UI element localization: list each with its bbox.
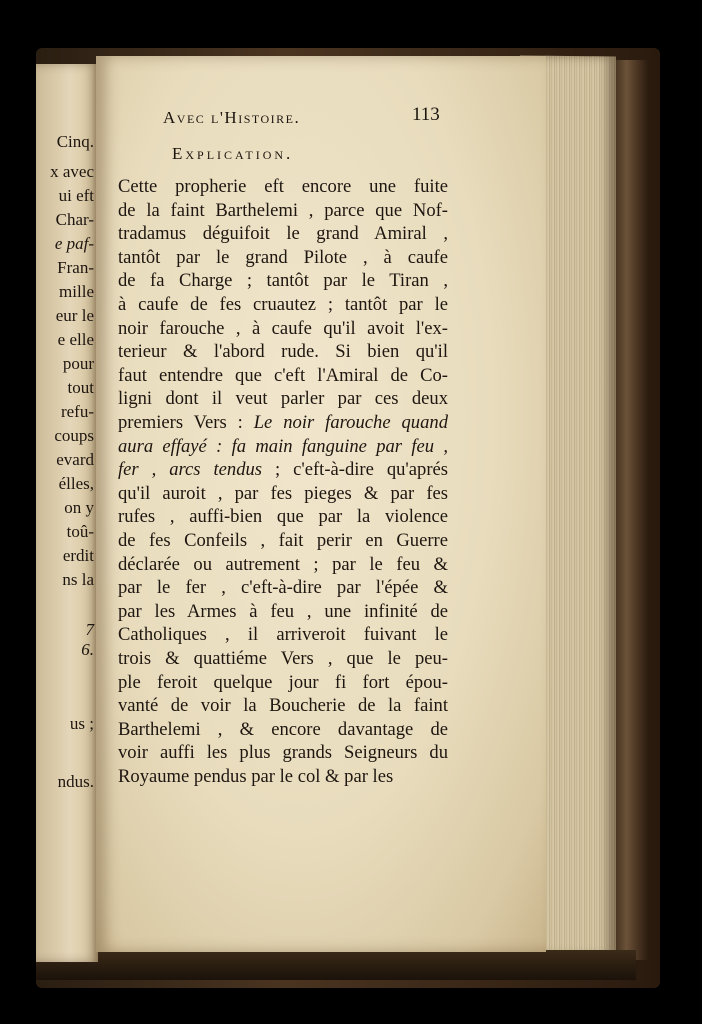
- body-line: [118, 577, 448, 599]
- left-page-line: e paf-: [54, 234, 94, 253]
- body-line: [118, 459, 448, 481]
- left-page-line: 7: [85, 620, 94, 639]
- left-page-line: élles,: [58, 474, 94, 493]
- left-page-line: toû-: [66, 522, 94, 541]
- body-line: [118, 742, 448, 764]
- text-run: par les Armes à feu , une infinité de: [118, 600, 448, 622]
- text-run: Cette propherie eft encore une fuite: [118, 176, 448, 197]
- text-run: à caufe de fes cruautez ; tantôt par le: [118, 294, 448, 315]
- body-line: [118, 365, 448, 387]
- text-run: tantôt par le grand Pilote , à caufe: [118, 246, 448, 268]
- body-line: [118, 672, 448, 694]
- body-line: [118, 601, 448, 623]
- left-page-line: Char-: [55, 210, 94, 229]
- text-run: ligni dont il veut parler par ces deux: [118, 388, 448, 410]
- text-run: de la faint Barthelemi , parce que Nof-: [118, 199, 448, 221]
- left-page-line: tout: [67, 378, 94, 397]
- body-line: [118, 554, 448, 576]
- body-line: [118, 176, 448, 198]
- left-page-line: Fran-: [57, 258, 94, 277]
- body-line: [118, 695, 448, 717]
- body-line: [118, 318, 448, 340]
- book-bottom-edge: [36, 950, 636, 980]
- left-page-line: refu-: [60, 402, 94, 421]
- left-page-line: e elle: [57, 330, 94, 349]
- left-page-line: x avec: [50, 162, 94, 181]
- left-page-line: Cinq.: [56, 132, 94, 151]
- body-line: [118, 530, 448, 552]
- page-number: 113: [412, 104, 440, 125]
- text-run: qu'il auroit , par fes pieges & par fes: [118, 482, 448, 504]
- text-run: trois & quattiéme Vers , que le peu-: [118, 648, 448, 669]
- text-run: premiers Vers :: [118, 412, 254, 433]
- body-line: [118, 388, 448, 410]
- left-page-line: erdit: [62, 546, 94, 565]
- text-run: terieur & l'abord rude. Si bien qu'il: [118, 341, 448, 363]
- text-run: ple feroit quelque jour fi fort épou-: [118, 671, 448, 693]
- body-line: [118, 200, 448, 222]
- body-line: [118, 341, 448, 363]
- left-page-line: eur le: [55, 306, 94, 325]
- book-cover-edge: [612, 60, 648, 960]
- body-line: [118, 223, 448, 245]
- italic-text: aura effayé : fa main fanguine par feu ,: [118, 435, 448, 457]
- body-line: [118, 294, 448, 316]
- left-page-line: 6.: [81, 640, 94, 659]
- italic-text: Le noir farouche quand: [253, 412, 448, 433]
- left-page-line: coups: [54, 426, 94, 445]
- body-line: [118, 624, 448, 646]
- italic-text: fer , arcs tendus: [118, 459, 263, 481]
- text-run: voir auffi les plus grands Seigneurs du: [118, 742, 448, 764]
- body-line: [118, 648, 448, 670]
- body-line: [118, 719, 448, 741]
- body-line: [118, 436, 448, 458]
- body-line: [118, 412, 448, 434]
- left-page-line: ndus.: [57, 772, 94, 791]
- text-run: faut entendre que c'eft l'Amiral de Co-: [118, 364, 448, 386]
- left-page-line: on y: [64, 498, 94, 517]
- left-page-line: mille: [59, 282, 94, 301]
- body-line: [118, 247, 448, 269]
- text-run: Barthelemi , & encore davantage de: [118, 718, 448, 740]
- running-head: Avec l'Histoire.: [163, 108, 301, 127]
- text-run: vanté de voir la Boucherie de la faint: [118, 695, 448, 717]
- left-page-line: us ;: [69, 714, 94, 733]
- body-line: [118, 270, 448, 292]
- left-page: [36, 64, 98, 962]
- text-run: Catholiques , il arriveroit fuivant le: [118, 624, 448, 646]
- left-page-line: evard: [56, 450, 94, 469]
- section-title: Explication.: [172, 144, 294, 163]
- text-run: rufes , auffi-bien que par la violence: [118, 506, 448, 528]
- text-run: de fa Charge ; tantôt par le Tiran ,: [118, 270, 448, 292]
- text-run: déclarée ou autrement ; par le feu &: [118, 553, 448, 575]
- text-run: par le fer , c'eft-à-dire par l'épée &: [118, 577, 448, 599]
- body-line: [118, 506, 448, 528]
- text-run: noir farouche , à caufe qu'il avoit l'ex-: [118, 317, 448, 339]
- left-page-line: ns la: [62, 570, 94, 589]
- text-run: tradamus déguifoit le grand Amiral ,: [118, 223, 448, 245]
- body-line: [118, 766, 448, 788]
- text-run: ; c'eft-à-dire qu'aprés: [262, 459, 448, 481]
- text-run: Royaume pendus par le col & par les: [118, 766, 394, 787]
- text-run: de fes Confeils , fait perir en Guerre: [118, 530, 448, 551]
- left-page-line: ui eft: [58, 186, 94, 205]
- left-page-line: pour: [62, 354, 94, 373]
- body-line: [118, 483, 448, 505]
